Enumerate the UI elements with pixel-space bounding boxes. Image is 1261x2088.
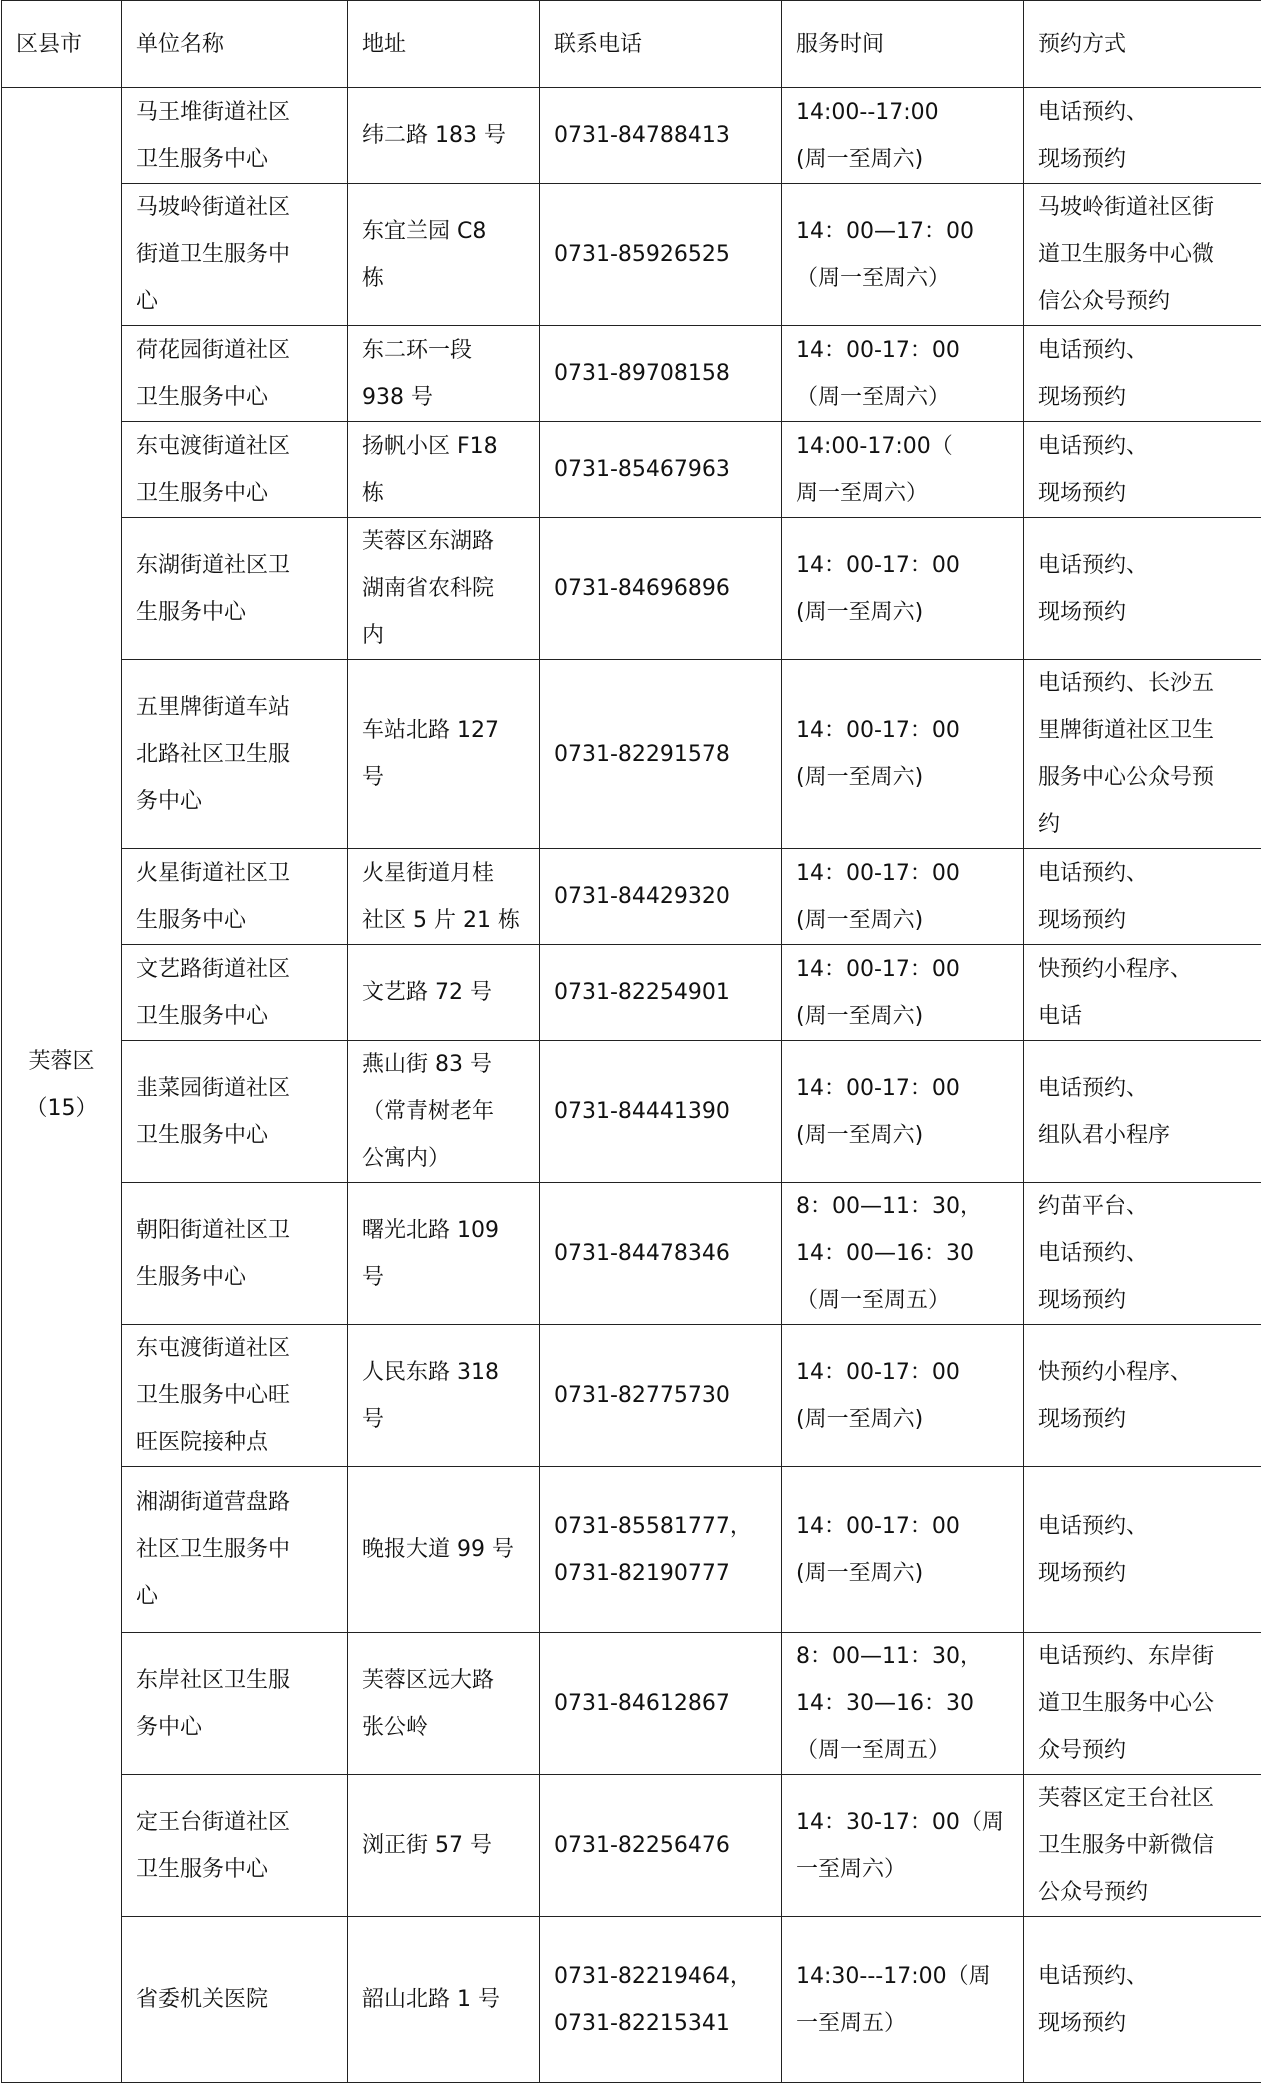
booking-text: 快预约小程序、 bbox=[1038, 956, 1193, 982]
booking-cell bbox=[1024, 184, 1261, 326]
booking-text: 电话预约、 bbox=[1038, 860, 1149, 886]
address-cell bbox=[348, 945, 540, 1041]
phone-cell bbox=[540, 660, 782, 849]
unit-text: 卫生服务中心 bbox=[136, 1856, 269, 1882]
unit-cell bbox=[122, 1041, 348, 1183]
unit-text: 卫生服务中心旺 bbox=[136, 1383, 291, 1408]
booking-cell bbox=[1024, 326, 1261, 422]
unit-text: 卫生服务中心 bbox=[136, 146, 269, 172]
hours-text: (周一至周六) bbox=[796, 1122, 924, 1148]
hours-text: (周一至周六) bbox=[796, 146, 924, 172]
phone-text: 0731-84696896 bbox=[554, 576, 730, 601]
booking-cell bbox=[1024, 1183, 1261, 1325]
booking-text: 现场预约 bbox=[1038, 480, 1127, 506]
booking-cell bbox=[1024, 1325, 1261, 1467]
booking-text: 众号预约 bbox=[1038, 1738, 1127, 1763]
hours-cell bbox=[782, 422, 1024, 518]
unit-text: 卫生服务中心 bbox=[136, 1122, 269, 1148]
unit-cell bbox=[122, 422, 348, 518]
unit-text: 文艺路街道社区 bbox=[136, 956, 291, 982]
unit-cell bbox=[122, 1467, 348, 1633]
table-row bbox=[2, 1041, 1261, 1183]
phone-text: 0731-84788413 bbox=[554, 123, 730, 148]
unit-text: 马王堆街道社区 bbox=[136, 99, 291, 125]
phone-text: 0731-82219464， bbox=[554, 1963, 752, 1989]
unit-text: 卫生服务中心 bbox=[136, 480, 269, 506]
unit-text: 街道卫生服务中 bbox=[136, 242, 291, 267]
address-text: 扬帆小区 F18 bbox=[362, 433, 498, 459]
hours-cell bbox=[782, 184, 1024, 326]
unit-text: 东岸社区卫生服 bbox=[136, 1667, 291, 1693]
phone-cell bbox=[540, 518, 782, 660]
phone-cell bbox=[540, 1775, 782, 1917]
district-name: 芙蓉区 bbox=[28, 1049, 95, 1074]
hours-cell bbox=[782, 1775, 1024, 1917]
unit-text: 定王台街道社区 bbox=[136, 1809, 291, 1835]
booking-cell bbox=[1024, 945, 1261, 1041]
address-text: 内 bbox=[362, 623, 385, 648]
unit-text: 湘湖街道营盘路 bbox=[136, 1490, 291, 1515]
table-row bbox=[2, 660, 1261, 849]
phone-cell bbox=[540, 1467, 782, 1633]
hours-text: 14：00-17：00 bbox=[796, 1075, 960, 1101]
booking-text: 公众号预约 bbox=[1038, 1880, 1149, 1905]
address-cell bbox=[348, 1775, 540, 1917]
hours-text: 14：00—17：00 bbox=[796, 218, 974, 244]
booking-text: 电话 bbox=[1038, 1003, 1083, 1029]
table-row bbox=[2, 1183, 1261, 1325]
address-text: 文艺路 72 号 bbox=[362, 980, 492, 1005]
hours-text: (周一至周六) bbox=[796, 1003, 924, 1029]
address-cell bbox=[348, 849, 540, 945]
unit-text: 省委机关医院 bbox=[136, 1987, 269, 2012]
booking-text: 快预约小程序、 bbox=[1038, 1359, 1193, 1385]
hours-cell bbox=[782, 326, 1024, 422]
hours-text: 14：30-17：00（周 bbox=[796, 1809, 1004, 1835]
phone-text: 0731-84429320 bbox=[554, 884, 730, 909]
unit-text: 东湖街道社区卫 bbox=[136, 552, 291, 578]
hours-text: (周一至周六) bbox=[796, 765, 924, 790]
unit-text: 心 bbox=[136, 1584, 159, 1609]
booking-cell bbox=[1024, 518, 1261, 660]
district-count: （15） bbox=[25, 1096, 98, 1121]
booking-text: 马坡岭街道社区街 bbox=[1038, 195, 1215, 220]
phone-cell bbox=[540, 326, 782, 422]
booking-text: 电话预约、 bbox=[1038, 1513, 1149, 1539]
booking-text: 卫生服务中新微信 bbox=[1038, 1833, 1215, 1858]
address-text: 号 bbox=[362, 765, 385, 790]
unit-cell bbox=[122, 184, 348, 326]
hours-text: (周一至周六) bbox=[796, 1560, 924, 1586]
hours-cell bbox=[782, 1041, 1024, 1183]
booking-text: 现场预约 bbox=[1038, 384, 1127, 410]
phone-cell bbox=[540, 184, 782, 326]
booking-text: 道卫生服务中心微 bbox=[1038, 242, 1215, 267]
hours-text: 14：00-17：00 bbox=[796, 1513, 960, 1539]
unit-cell bbox=[122, 518, 348, 660]
address-text: 号 bbox=[362, 1264, 385, 1290]
unit-cell bbox=[122, 1917, 348, 2083]
hours-cell bbox=[782, 1467, 1024, 1633]
header-phone: 联系电话 bbox=[540, 1, 782, 88]
address-text: 火星街道月桂 bbox=[362, 860, 495, 886]
unit-cell bbox=[122, 1183, 348, 1325]
phone-text: 0731-84612867 bbox=[554, 1691, 730, 1716]
booking-cell bbox=[1024, 1633, 1261, 1775]
phone-text: 0731-82190777 bbox=[554, 1560, 730, 1586]
phone-text: 0731-85467963 bbox=[554, 457, 730, 482]
hours-cell bbox=[782, 660, 1024, 849]
unit-cell bbox=[122, 1325, 348, 1467]
address-text: 车站北路 127 bbox=[362, 718, 499, 743]
booking-text: 约苗平台、 bbox=[1038, 1194, 1149, 1219]
booking-cell bbox=[1024, 1041, 1261, 1183]
booking-cell bbox=[1024, 1775, 1261, 1917]
booking-text: 电话预约、长沙五 bbox=[1038, 671, 1215, 696]
table-row bbox=[2, 184, 1261, 326]
hours-text: 14:00--17:00 bbox=[796, 99, 939, 125]
phone-text: 0731-82254901 bbox=[554, 980, 730, 1005]
unit-text: 心 bbox=[136, 289, 159, 314]
unit-text: 东屯渡街道社区 bbox=[136, 433, 291, 459]
address-text: 人民东路 318 bbox=[362, 1359, 499, 1385]
hours-text: 8：00—11：30， bbox=[796, 1194, 982, 1219]
address-cell bbox=[348, 184, 540, 326]
hours-text: (周一至周六) bbox=[796, 1406, 924, 1432]
unit-cell bbox=[122, 945, 348, 1041]
phone-cell bbox=[540, 422, 782, 518]
booking-text: 电话预约、东岸街 bbox=[1038, 1644, 1215, 1669]
unit-cell bbox=[122, 326, 348, 422]
address-text: 浏正街 57 号 bbox=[362, 1833, 492, 1858]
address-text: 东二环一段 bbox=[362, 337, 473, 363]
booking-cell bbox=[1024, 88, 1261, 184]
unit-text: 五里牌街道车站 bbox=[136, 694, 291, 720]
booking-text: 道卫生服务中心公 bbox=[1038, 1691, 1215, 1716]
address-text: 燕山街 83 号 bbox=[362, 1052, 492, 1077]
header-hours: 服务时间 bbox=[782, 1, 1024, 88]
unit-text: 韭菜园街道社区 bbox=[136, 1075, 291, 1101]
address-text: 晚报大道 99 号 bbox=[362, 1537, 514, 1562]
phone-text: 0731-85581777， bbox=[554, 1513, 752, 1539]
sites-table bbox=[1, 0, 1261, 2083]
booking-cell bbox=[1024, 422, 1261, 518]
booking-text: 组队君小程序 bbox=[1038, 1122, 1171, 1148]
hours-text: 14：00-17：00 bbox=[796, 956, 960, 982]
address-cell bbox=[348, 518, 540, 660]
table-row bbox=[2, 1467, 1261, 1633]
hours-cell bbox=[782, 518, 1024, 660]
phone-text: 0731-82291578 bbox=[554, 741, 730, 767]
header-booking: 预约方式 bbox=[1024, 1, 1261, 88]
booking-text: 电话预约、 bbox=[1038, 1075, 1149, 1101]
address-cell bbox=[348, 1183, 540, 1325]
table-row bbox=[2, 1325, 1261, 1467]
hours-text: 14：00-17：00 bbox=[796, 860, 960, 886]
hours-text: 一至周六） bbox=[796, 1856, 907, 1882]
booking-text: 现场预约 bbox=[1038, 599, 1127, 625]
hours-text: 一至周五） bbox=[796, 2010, 907, 2036]
hours-cell bbox=[782, 1325, 1024, 1467]
address-text: 号 bbox=[362, 1406, 385, 1432]
booking-text: 现场预约 bbox=[1038, 1288, 1127, 1313]
hours-text: (周一至周六) bbox=[796, 599, 924, 625]
unit-text: 荷花园街道社区 bbox=[136, 337, 291, 363]
table-row bbox=[2, 1775, 1261, 1917]
phone-text: 0731-84441390 bbox=[554, 1099, 730, 1124]
booking-text: 电话预约、 bbox=[1038, 1963, 1149, 1989]
booking-text: 信公众号预约 bbox=[1038, 289, 1171, 314]
hours-cell bbox=[782, 1917, 1024, 2083]
phone-cell bbox=[540, 1325, 782, 1467]
phone-text: 0731-84478346 bbox=[554, 1241, 730, 1266]
unit-text: 务中心 bbox=[136, 1714, 203, 1740]
phone-cell bbox=[540, 849, 782, 945]
address-text: 曙光北路 109 bbox=[362, 1217, 499, 1243]
phone-cell bbox=[540, 88, 782, 184]
phone-text: 0731-89708158 bbox=[554, 361, 730, 386]
booking-text: 电话预约、 bbox=[1038, 337, 1149, 363]
booking-text: 电话预约、 bbox=[1038, 1241, 1149, 1266]
address-cell bbox=[348, 422, 540, 518]
unit-text: 生服务中心 bbox=[136, 907, 247, 933]
address-text: 纬二路 183 号 bbox=[362, 123, 506, 148]
unit-cell bbox=[122, 88, 348, 184]
hours-text: 14：00-17：00 bbox=[796, 718, 960, 743]
hours-cell bbox=[782, 1633, 1024, 1775]
address-text: （常青树老年 bbox=[362, 1099, 495, 1124]
unit-cell bbox=[122, 1633, 348, 1775]
phone-cell bbox=[540, 1633, 782, 1775]
table-row bbox=[2, 88, 1261, 184]
hours-text: 8：00—11：30， bbox=[796, 1644, 982, 1669]
booking-text: 约 bbox=[1038, 812, 1061, 837]
booking-text: 现场预约 bbox=[1038, 907, 1127, 933]
booking-text: 现场预约 bbox=[1038, 1406, 1127, 1432]
phone-cell bbox=[540, 1917, 782, 2083]
hours-text: （周一至周六） bbox=[796, 265, 951, 291]
address-text: 湖南省农科院 bbox=[362, 576, 495, 601]
phone-cell bbox=[540, 1041, 782, 1183]
table-row bbox=[2, 849, 1261, 945]
unit-text: 火星街道社区卫 bbox=[136, 860, 291, 886]
table-row bbox=[2, 326, 1261, 422]
address-cell bbox=[348, 1917, 540, 2083]
unit-text: 生服务中心 bbox=[136, 1264, 247, 1290]
booking-cell bbox=[1024, 660, 1261, 849]
hours-text: 周一至周六） bbox=[796, 480, 929, 506]
phone-text: 0731-82775730 bbox=[554, 1383, 730, 1408]
unit-text: 生服务中心 bbox=[136, 599, 247, 625]
table-body bbox=[2, 88, 1261, 2083]
table-row bbox=[2, 1917, 1261, 2083]
unit-text: 社区卫生服务中 bbox=[136, 1537, 291, 1562]
phone-cell bbox=[540, 1183, 782, 1325]
address-cell bbox=[348, 1633, 540, 1775]
booking-text: 电话预约、 bbox=[1038, 552, 1149, 578]
address-text: 东宜兰园 C8 bbox=[362, 218, 487, 244]
address-text: 芙蓉区东湖路 bbox=[362, 529, 495, 554]
unit-cell bbox=[122, 660, 348, 849]
address-text: 张公岭 bbox=[362, 1714, 429, 1740]
district-cell bbox=[2, 88, 122, 2083]
hours-text: （周一至周五） bbox=[796, 1288, 951, 1313]
address-text: 公寓内） bbox=[362, 1146, 451, 1171]
hours-text: 14:00-17:00（ bbox=[796, 433, 953, 459]
table-row bbox=[2, 518, 1261, 660]
unit-text: 旺医院接种点 bbox=[136, 1430, 269, 1455]
address-text: 938 号 bbox=[362, 384, 433, 410]
address-cell bbox=[348, 326, 540, 422]
unit-text: 卫生服务中心 bbox=[136, 1003, 269, 1029]
hours-text: 14：00—16：30 bbox=[796, 1241, 974, 1266]
booking-text: 现场预约 bbox=[1038, 146, 1127, 172]
booking-cell bbox=[1024, 1467, 1261, 1633]
hours-cell bbox=[782, 88, 1024, 184]
unit-text: 卫生服务中心 bbox=[136, 384, 269, 410]
header-row bbox=[2, 1, 1261, 88]
phone-text: 0731-82256476 bbox=[554, 1833, 730, 1858]
address-cell bbox=[348, 1041, 540, 1183]
address-cell bbox=[348, 1325, 540, 1467]
address-text: 韶山北路 1 号 bbox=[362, 1987, 500, 2012]
booking-text: 芙蓉区定王台社区 bbox=[1038, 1786, 1215, 1811]
address-text: 芙蓉区远大路 bbox=[362, 1667, 495, 1693]
unit-text: 务中心 bbox=[136, 788, 203, 814]
header-address: 地址 bbox=[348, 1, 540, 88]
hours-cell bbox=[782, 1183, 1024, 1325]
address-text: 栋 bbox=[362, 265, 385, 291]
address-text: 社区 5 片 21 栋 bbox=[362, 907, 520, 933]
hours-text: 14：30—16：30 bbox=[796, 1691, 974, 1716]
phone-text: 0731-82215341 bbox=[554, 2010, 730, 2036]
unit-text: 马坡岭街道社区 bbox=[136, 195, 291, 220]
hours-text: 14：00-17：00 bbox=[796, 1359, 960, 1385]
booking-text: 电话预约、 bbox=[1038, 433, 1149, 459]
phone-text: 0731-85926525 bbox=[554, 242, 730, 267]
booking-cell bbox=[1024, 1917, 1261, 2083]
booking-cell bbox=[1024, 849, 1261, 945]
header-unit: 单位名称 bbox=[122, 1, 348, 88]
header-district: 区县市 bbox=[2, 1, 122, 88]
unit-text: 东屯渡街道社区 bbox=[136, 1336, 291, 1361]
address-cell bbox=[348, 1467, 540, 1633]
booking-text: 服务中心公众号预 bbox=[1038, 765, 1215, 790]
phone-cell bbox=[540, 945, 782, 1041]
booking-text: 里牌街道社区卫生 bbox=[1038, 718, 1215, 743]
table-row bbox=[2, 1633, 1261, 1775]
table-row bbox=[2, 422, 1261, 518]
booking-text: 现场预约 bbox=[1038, 2010, 1127, 2036]
hours-text: 14:30---17:00（周 bbox=[796, 1963, 991, 1989]
hours-text: （周一至周六） bbox=[796, 384, 951, 410]
hours-text: 14：00-17：00 bbox=[796, 552, 960, 578]
unit-cell bbox=[122, 1775, 348, 1917]
unit-text: 朝阳街道社区卫 bbox=[136, 1217, 291, 1243]
unit-text: 北路社区卫生服 bbox=[136, 741, 291, 767]
address-cell bbox=[348, 660, 540, 849]
address-cell bbox=[348, 88, 540, 184]
booking-text: 现场预约 bbox=[1038, 1560, 1127, 1586]
hours-text: (周一至周六) bbox=[796, 907, 924, 933]
hours-text: （周一至周五） bbox=[796, 1738, 951, 1763]
booking-text: 电话预约、 bbox=[1038, 99, 1149, 125]
hours-text: 14：00-17：00 bbox=[796, 337, 960, 363]
table-row bbox=[2, 945, 1261, 1041]
hours-cell bbox=[782, 849, 1024, 945]
address-text: 栋 bbox=[362, 480, 385, 506]
unit-cell bbox=[122, 849, 348, 945]
hours-cell bbox=[782, 945, 1024, 1041]
